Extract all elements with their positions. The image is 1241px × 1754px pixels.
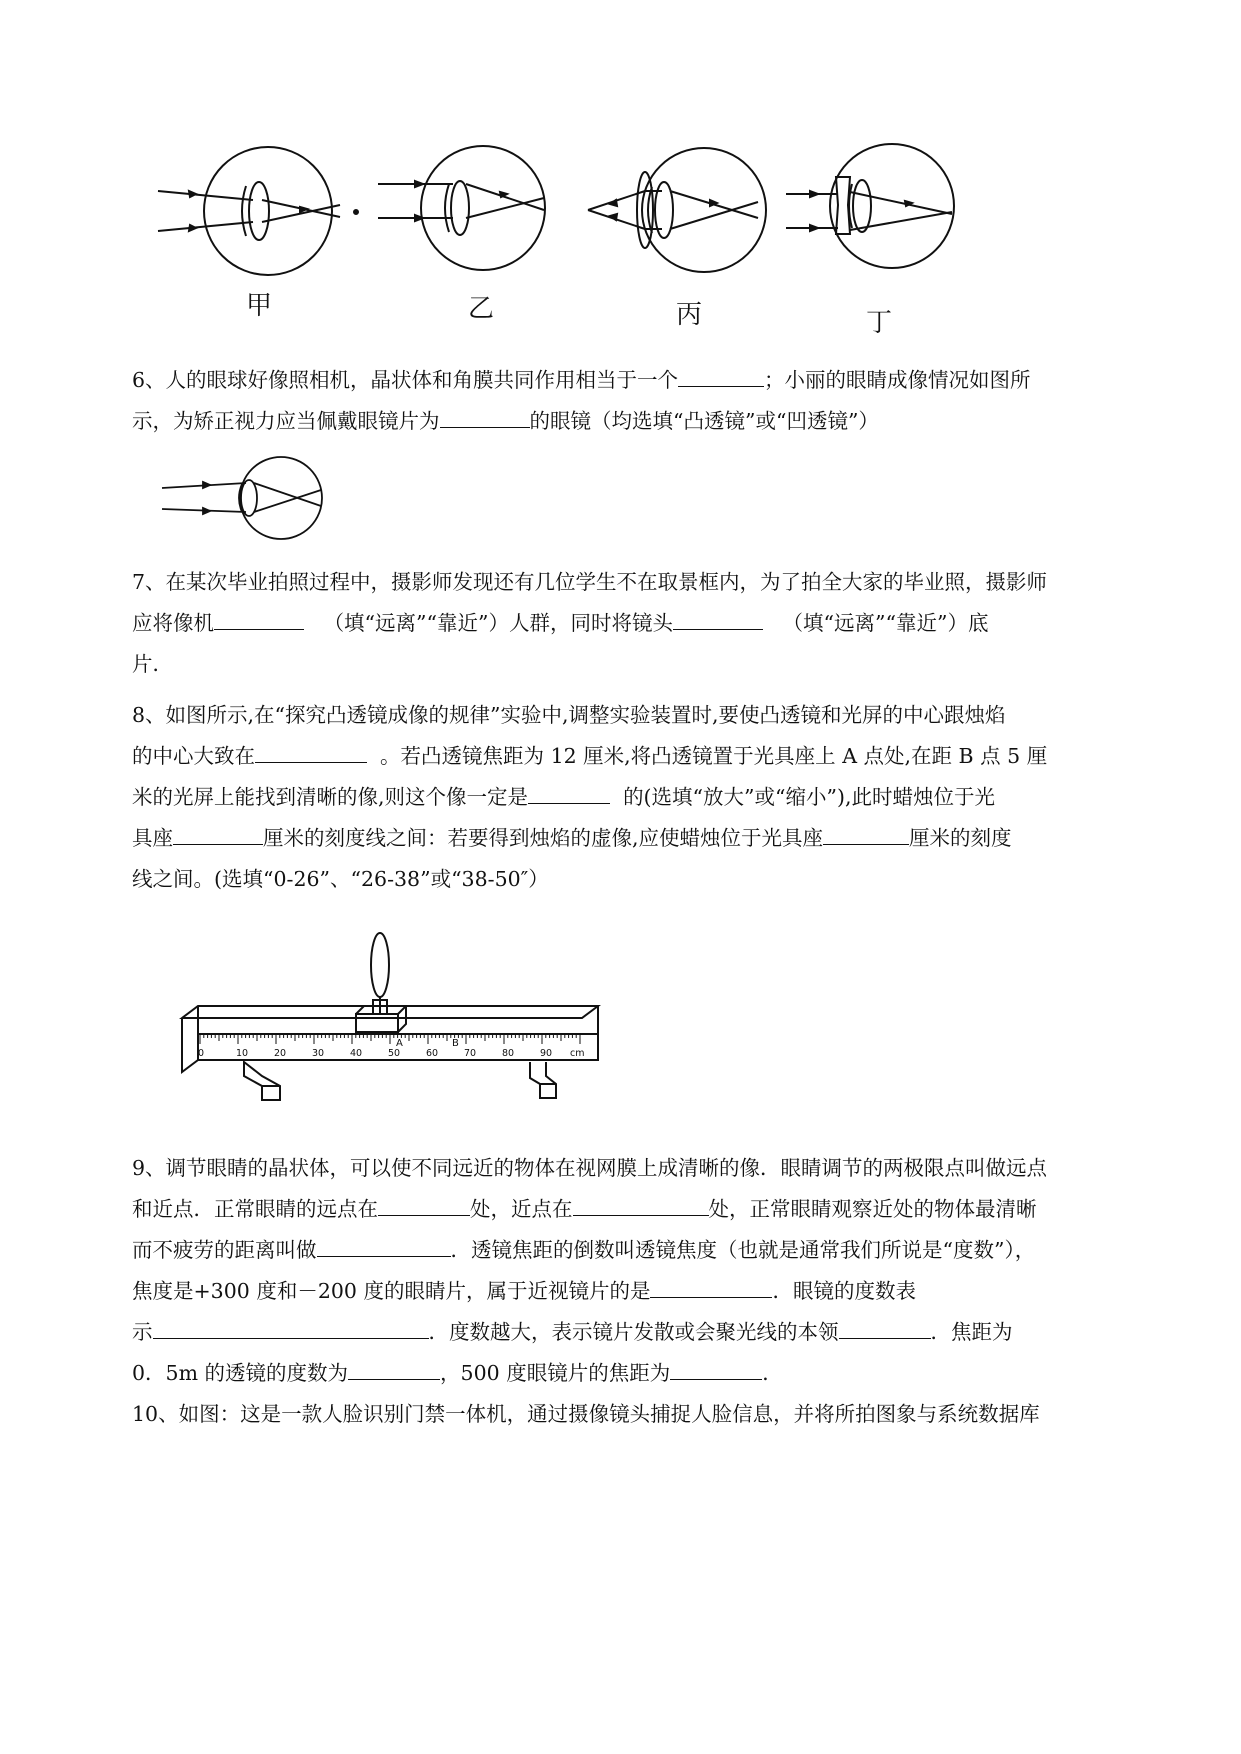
q9-text-5c: ．焦距为: [930, 1320, 1013, 1344]
q8-blank-2[interactable]: [528, 783, 610, 804]
q9-blank-4[interactable]: [650, 1277, 772, 1298]
q7-text-2b: （填“远离”“靠近”）人群，同时将镜头: [323, 611, 673, 635]
q6-text-1b: ；小丽的眼睛成像情况如图所: [764, 368, 1031, 392]
q9-text-2b: 处，近点在: [470, 1197, 573, 1221]
q7-text-3: 片．: [132, 652, 173, 676]
figure-label-yi: 乙: [468, 294, 495, 324]
q7-text-1: 7、在某次毕业拍照过程中，摄影师发现还有几位学生不在取景框内，为了拍全大家的毕业照，摄影师: [132, 570, 1048, 594]
eye-diagrams: [0, 0, 1241, 360]
question-8: [132, 695, 1062, 900]
optical-bench: [175, 920, 635, 1110]
q9-text-4b: ．眼镜的度数表: [772, 1279, 916, 1303]
q8-text-3b: 的(选填“放大”或“缩小”),此时蜡烛位于光: [623, 785, 995, 809]
bench-ticks: [200, 1034, 580, 1044]
q8-text-5: 线之间。(选填“0-26”、“26-38”或“38-50″）: [132, 867, 549, 891]
bench-tick-label-cm: cm: [570, 1048, 585, 1059]
bench-point-b: B: [452, 1038, 459, 1049]
q6-blank-1[interactable]: [678, 366, 764, 387]
q9-blank-5[interactable]: [153, 1318, 429, 1339]
bench-tick-label-10: 10: [236, 1048, 249, 1059]
question-10: [132, 1394, 1062, 1435]
q9-text-3a: 而不疲劳的距离叫做: [132, 1238, 317, 1262]
q7-text-2a: 应将像机: [132, 611, 214, 635]
figure-label-bing: 丙: [676, 300, 703, 330]
bench-tick-label-20: 20: [274, 1048, 287, 1059]
q9-text-2a: 和近点．正常眼睛的远点在: [132, 1197, 378, 1221]
q7-text-2c: （填“远离”“靠近”）底: [782, 611, 989, 635]
q9-text-2c: 处，正常眼睛观察近处的物体最清晰: [708, 1197, 1037, 1221]
question-6: [132, 360, 1062, 442]
bench-tick-label-80: 80: [502, 1048, 515, 1059]
figure-label-ding: 丁: [866, 308, 893, 338]
q9-text-5a: 示: [132, 1320, 153, 1344]
q9-blank-8[interactable]: [670, 1359, 762, 1380]
q9-blank-7[interactable]: [348, 1359, 440, 1380]
bench-tick-label-60: 60: [426, 1048, 439, 1059]
q9-blank-2[interactable]: [573, 1195, 709, 1216]
q6-text-1a: 6、人的眼球好像照相机，晶状体和角膜共同作用相当于一个: [132, 368, 679, 392]
q8-blank-3[interactable]: [173, 824, 263, 845]
q7-blank-2[interactable]: [673, 609, 763, 630]
q8-blank-1[interactable]: [255, 742, 367, 763]
q9-text-5b: ．度数越大，表示镜片发散或会聚光线的本领: [428, 1320, 839, 1344]
q9-blank-3[interactable]: [317, 1236, 451, 1257]
q8-blank-4[interactable]: [823, 824, 909, 845]
q9-text-6c: ．: [762, 1361, 783, 1385]
bench-tick-label-40: 40: [350, 1048, 363, 1059]
bench-tick-label-30: 30: [312, 1048, 325, 1059]
q9-blank-6[interactable]: [839, 1318, 931, 1339]
q7-blank-1[interactable]: [214, 609, 304, 630]
bench-tick-label-50: 50: [388, 1048, 401, 1059]
q8-text-4b: 厘米的刻度线之间：若要得到烛焰的虚像,应使蜡烛位于光具座: [263, 826, 824, 850]
q6-text-2b: 的眼镜（均选填“凸透镜”或“凹透镜”）: [529, 409, 879, 433]
q9-text-6a: 0．5m 的透镜的度数为: [132, 1361, 349, 1385]
q10-text-1: 10、如图：这是一款人脸识别门禁一体机，通过摄像镜头捕捉人脸信息，并将所拍图象与系统数据库: [132, 1402, 1040, 1426]
q6-eye-diagram: [155, 450, 355, 550]
q9-text-4a: 焦度是+300 度和－200 度的眼睛片，属于近视镜片的是: [132, 1279, 651, 1303]
q9-blank-1[interactable]: [378, 1195, 470, 1216]
question-7: [132, 562, 1062, 685]
q6-blank-2[interactable]: [440, 407, 530, 428]
bench-tick-label-70: 70: [464, 1048, 477, 1059]
eye-bing-diagram: [588, 148, 766, 272]
q8-text-3a: 米的光屏上能找到清晰的像,则这个像一定是: [132, 785, 529, 809]
bench-tick-label-90: 90: [540, 1048, 553, 1059]
figure-label-jia: 甲: [246, 291, 273, 321]
q6-text-2a: 示，为矫正视力应当佩戴眼镜片为: [132, 409, 440, 433]
q9-text-3b: ．透镜焦距的倒数叫透镜焦度（也就是通常我们所说是“度数”），: [450, 1238, 1036, 1262]
bench-point-a: A: [396, 1038, 403, 1049]
q9-text-6b: ，500 度眼镜片的焦距为: [440, 1361, 671, 1385]
q8-text-1: 8、如图所示,在“探究凸透镜成像的规律”实验中,调整实验装置时,要使凸透镜和光屏的中心跟烛焰: [132, 703, 1006, 727]
q8-text-2a: 的中心大致在: [132, 744, 255, 768]
q8-text-4c: 厘米的刻度: [909, 826, 1012, 850]
q8-text-2b: 。若凸透镜焦距为 12 厘米,将凸透镜置于光具座上 A 点处,在距 B 点 5 厘: [380, 744, 1048, 768]
eye-jia-diagram: [158, 147, 358, 275]
eye-ding-diagram: [786, 144, 954, 268]
q8-text-4a: 具座: [132, 826, 173, 850]
q9-text-1: 9、调节眼睛的晶状体，可以使不同远近的物体在视网膜上成清晰的像．眼睛调节的两极限点叫做远点: [132, 1156, 1048, 1180]
eye-yi-diagram: [378, 146, 545, 270]
question-9: [132, 1148, 1062, 1394]
bench-tick-label-0: 0: [198, 1048, 205, 1059]
